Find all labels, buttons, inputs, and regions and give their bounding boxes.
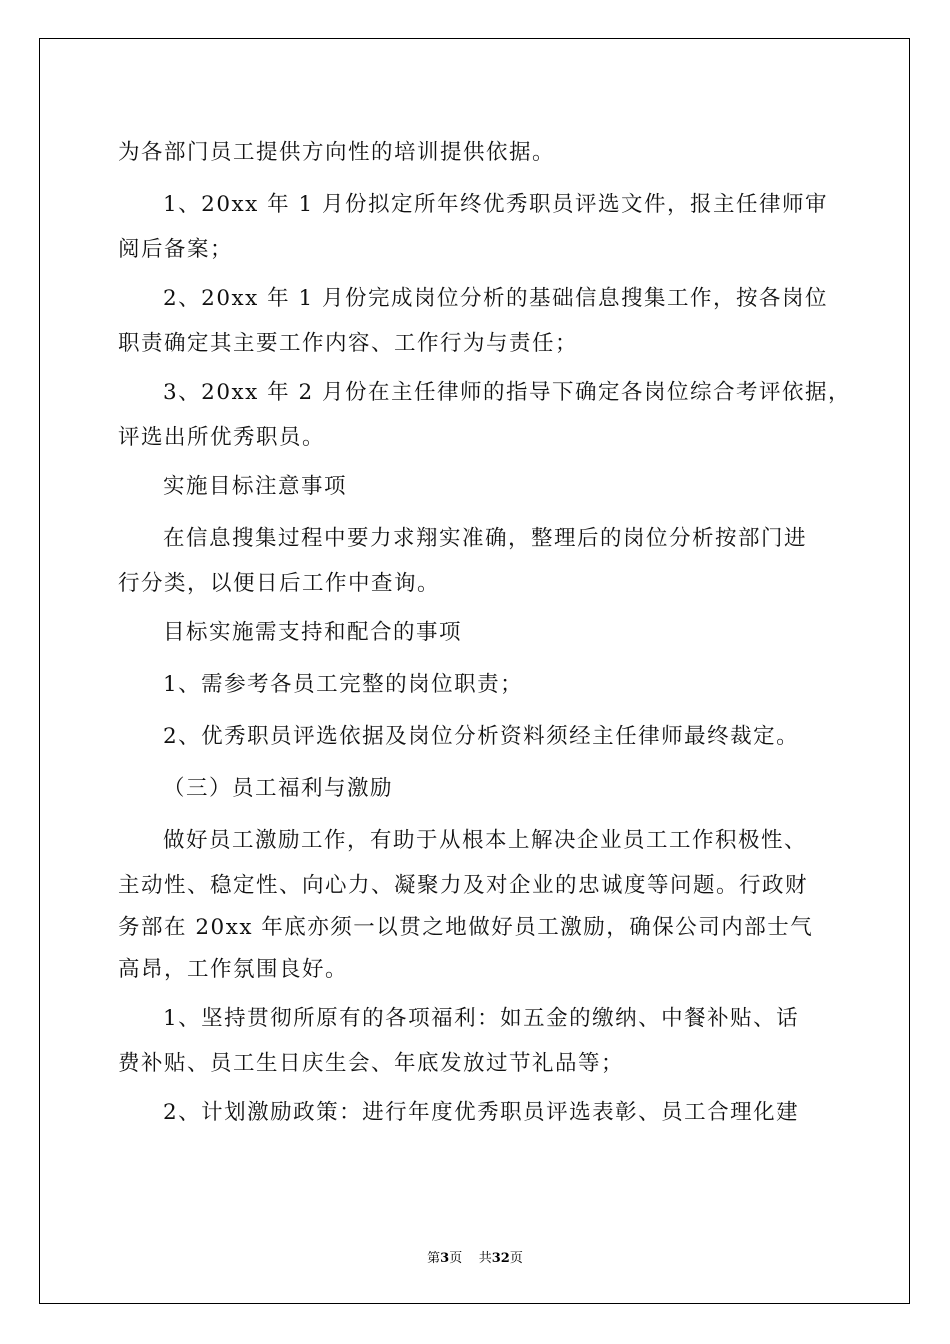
text-line: （三）员工福利与激励: [163, 776, 394, 801]
document-body: [118, 127, 851, 1139]
text-line: 实施目标注意事项: [163, 474, 348, 499]
text-line: 高昂，工作氛围良好。: [118, 957, 349, 982]
footer-page-number: 3: [440, 1251, 450, 1266]
footer-page-prefix: 第: [427, 1251, 441, 1266]
text-line: 职责确定其主要工作内容、工作行为与责任；: [118, 331, 579, 356]
text-line: 2、计划激励政策：进行年度优秀职员评选表彰、员工合理化建: [163, 1100, 800, 1125]
footer-total-suffix: 页: [509, 1251, 523, 1266]
text-line: 费补贴、员工生日庆生会、年底发放过节礼品等；: [118, 1051, 625, 1076]
text-line: 3、20xx 年 2 月份在主任律师的指导下确定各岗位综合考评依据，: [163, 380, 851, 405]
text-line: 1、需参考各员工完整的岗位职责；: [163, 672, 524, 697]
text-line: 行分类，以便日后工作中查询。: [118, 571, 441, 596]
text-line: 为各部门员工提供方向性的培训提供依据。: [118, 140, 556, 165]
text-line: 评选出所优秀职员。: [118, 425, 326, 450]
text-line: 做好员工激励工作，有助于从根本上解决企业员工工作积极性、: [163, 828, 808, 853]
footer-page-suffix: 页: [449, 1251, 463, 1266]
text-line: 2、20xx 年 1 月份完成岗位分析的基础信息搜集工作，按各岗位: [163, 286, 828, 311]
footer-total-pages: 32: [491, 1251, 510, 1266]
page-footer: [0, 1247, 950, 1266]
text-line: 目标实施需支持和配合的事项: [163, 620, 463, 645]
text-line: 1、20xx 年 1 月份拟定所年终优秀职员评选文件，报主任律师审: [163, 192, 828, 217]
text-line: 2、优秀职员评选依据及岗位分析资料须经主任律师最终裁定。: [163, 724, 800, 749]
text-line: 阅后备案；: [118, 237, 234, 262]
text-line: 在信息搜集过程中要力求翔实准确，整理后的岗位分析按部门进: [163, 526, 808, 551]
text-line: 主动性、稳定性、向心力、凝聚力及对企业的忠诚度等问题。行政财: [118, 873, 809, 898]
text-line: 1、坚持贯彻所原有的各项福利：如五金的缴纳、中餐补贴、话: [163, 1006, 800, 1031]
text-line: 务部在 20xx 年底亦须一以贯之地做好员工激励，确保公司内部士气: [118, 915, 814, 940]
footer-total-prefix: 共: [478, 1251, 492, 1266]
